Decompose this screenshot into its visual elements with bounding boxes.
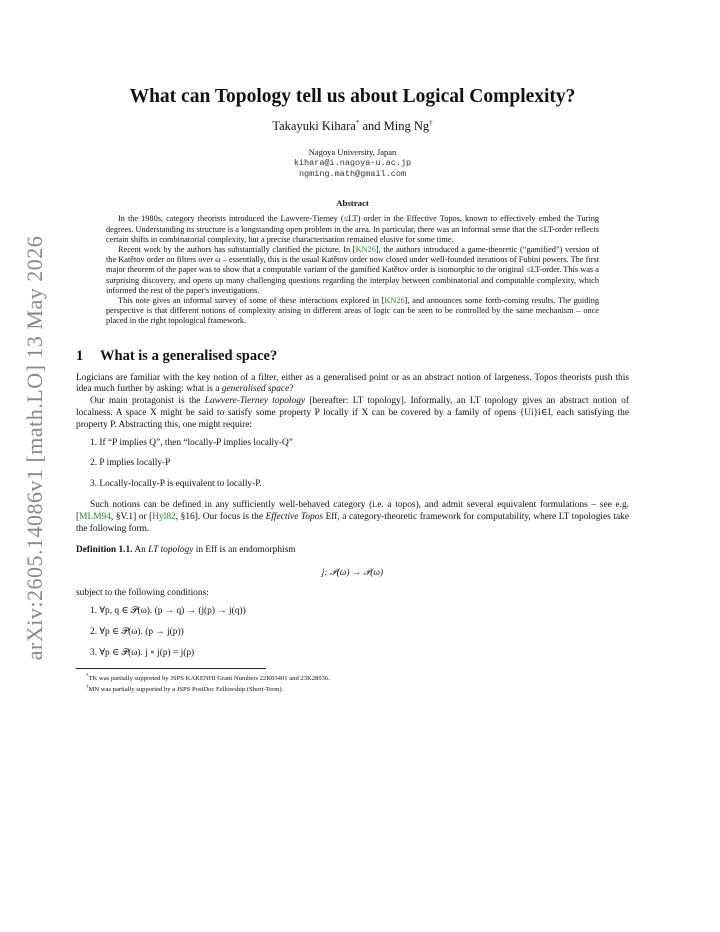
footnote-1-mark: *: [86, 674, 89, 680]
author-line: [76, 119, 629, 134]
author-ng: Ming Ng: [383, 119, 430, 134]
abstract-p2-text-a: Recent work by the authors has substantially clarified the picture. In [: [118, 244, 356, 254]
footnote-2-mark: †: [86, 684, 89, 690]
citation-hyl82[interactable]: Hyl82: [152, 511, 176, 522]
body-paragraph-2: [76, 396, 629, 431]
footnote-2-text: MN was partially supported by a JSPS PostDoc Fellowship (Short-Term).: [88, 686, 284, 694]
citation-kn26[interactable]: KN26: [355, 244, 376, 254]
term-generalised-space: generalised space: [221, 384, 290, 395]
abstract-p2-text-b: ], the authors introduced a game-theoretic (“gamified”) version of the Katětov order on filters over ω – essentially, this is the usual Katětov order now closed under well-founded iterations of Fubini powers. The first major theorem of the paper was to show that a computable variant of the gamified Katětov order is isomorphic to the original ≤LT-order. This was a surprising discovery, and opens up many challenging questions regarding the interplay between combinatorial and computable complexity, which informed the rest of the paper's investigations.: [106, 244, 600, 295]
author-kihara: Takayuki Kihara: [272, 119, 356, 134]
body-p1-text-b: ?: [289, 384, 294, 395]
footnote-rule: [76, 668, 266, 669]
section-heading: [76, 348, 629, 365]
abstract-p3-text-b: ], and announces some forth-coming results. The guiding perspective is that different notions of complexity arising in different areas of logic can be seen to be controlled by the same mechanism – once placed in the right topological framework.: [106, 295, 599, 326]
body-p2-text-a: Our main protagonist is the: [90, 396, 205, 407]
footnotes: [76, 668, 629, 694]
definition-1-1: [76, 545, 629, 557]
body-p3-text-a: Such notions can be defined in any sufficiently well-behaved category (i.e. a topos), and admit several equivalent formulations – see e.g. [: [76, 499, 629, 522]
body-paragraph-1: [76, 373, 629, 397]
body-p3-text-c: , §16]. Our focus is the: [175, 511, 266, 522]
body-paragraph-3: [76, 500, 629, 535]
section-title: What is a generalised space?: [100, 347, 278, 364]
footnote-mark-2: †: [429, 119, 433, 127]
display-equation: j: 𝒫(ω) → 𝒫(ω): [321, 568, 384, 579]
abstract-heading: Abstract: [336, 198, 369, 209]
email-ng[interactable]: ngming.math@gmail.com: [298, 169, 407, 180]
abstract-paragraph-1: In the 1980s, category theorists introduced the Lawvere-Tierney (≤LT) order in the Effective Topos, known to effectively embed the Turing degrees. Understanding its structure is a longstanding open problem in the area. In particular, there was an informal sense that the ≤LT-order reflects certain shifts in combinatorial complexity, but a precise characterisation remained elusive for some time.: [106, 214, 599, 244]
footnote-mark-1: *: [355, 119, 360, 127]
body-p2-text-b: [hereafter: LT topology]. Informally, an LT topology gives an abstract notion of localness. A space X might be said to satisfy some property P locally if X can be covered by a family of opens {Ui}i∈I, each satisfying the property P. Abstracting this, one might require:: [76, 396, 629, 430]
abstract: [106, 198, 599, 326]
body-p1-text-a: Logicians are familiar with the key notion of a filter, either as a generalised point or as an abstract notion of largeness. Topos theorists push this idea much further by asking: what is a: [76, 372, 629, 395]
abstract-paragraph-3: [106, 296, 599, 327]
arxiv-sidebar-stamp: [20, 235, 50, 661]
list-item: 3. Locally-locally-P is equivalent to locally-P.: [90, 479, 262, 490]
list-item: 2. ∀p ∈ 𝒫(ω). (p → j(p)): [90, 626, 184, 637]
footnote-1: [86, 673, 629, 684]
list-item: 3. ∀p ∈ 𝒫(ω). j ∘ j(p) = j(p): [90, 647, 195, 658]
abstract-paragraph-2: [106, 245, 599, 296]
definition-text-a: An: [132, 545, 149, 556]
footnote-1-text: TK was partially supported by JSPS KAKENHI Grant Numbers 22K03401 and 23K28036.: [88, 675, 330, 683]
paper-page: [76, 86, 629, 695]
citation-kn26-second[interactable]: KN26: [384, 295, 405, 305]
definition-label: Definition 1.1.: [76, 545, 133, 556]
list-item: 2. P implies locally-P: [90, 458, 171, 469]
conditions-list: [76, 606, 629, 659]
email-kihara[interactable]: kihara@i.nagoya-u.ac.jp: [293, 158, 412, 169]
author-conjunction: and: [359, 119, 384, 134]
paper-title: What can Topology tell us about Logical Complexity?: [129, 86, 576, 107]
section-body: [76, 373, 629, 695]
affiliation: Nagoya University, Japan: [308, 147, 397, 158]
abstract-p3-text-a: This note gives an informal survey of some of these interactions explored in [: [118, 295, 385, 305]
term-lawvere-tierney: Lawvere-Tierney topology: [204, 396, 306, 407]
body-p3-text-d: Eff, a category-theoretic framework for computability, where LT topologies take the following form.: [76, 511, 629, 534]
term-effective-topos: Effective Topos: [265, 511, 323, 522]
body-p3-text-b: , §V.1] or [: [110, 511, 153, 522]
footnote-2: [86, 684, 629, 695]
definition-text-b: in Eff is an endomorphism: [193, 545, 296, 556]
list-item: 1. ∀p, q ∈ 𝒫(ω). (p → q) → (j(p) → j(q)): [90, 605, 246, 616]
list-item: 1. If “P implies Q”, then “locally-P implies locally-Q”: [90, 437, 293, 448]
section-number: 1: [76, 347, 84, 364]
property-list: [76, 438, 629, 491]
citation-mlm94[interactable]: MLM94: [79, 511, 111, 522]
conditions-intro: subject to the following conditions:: [76, 588, 209, 599]
term-lt-topology: LT topology: [148, 545, 194, 556]
affiliation-block: [76, 147, 629, 180]
arxiv-identifier: arXiv:2605.14086v1 [math.LO] 13 May 2026: [22, 235, 47, 661]
